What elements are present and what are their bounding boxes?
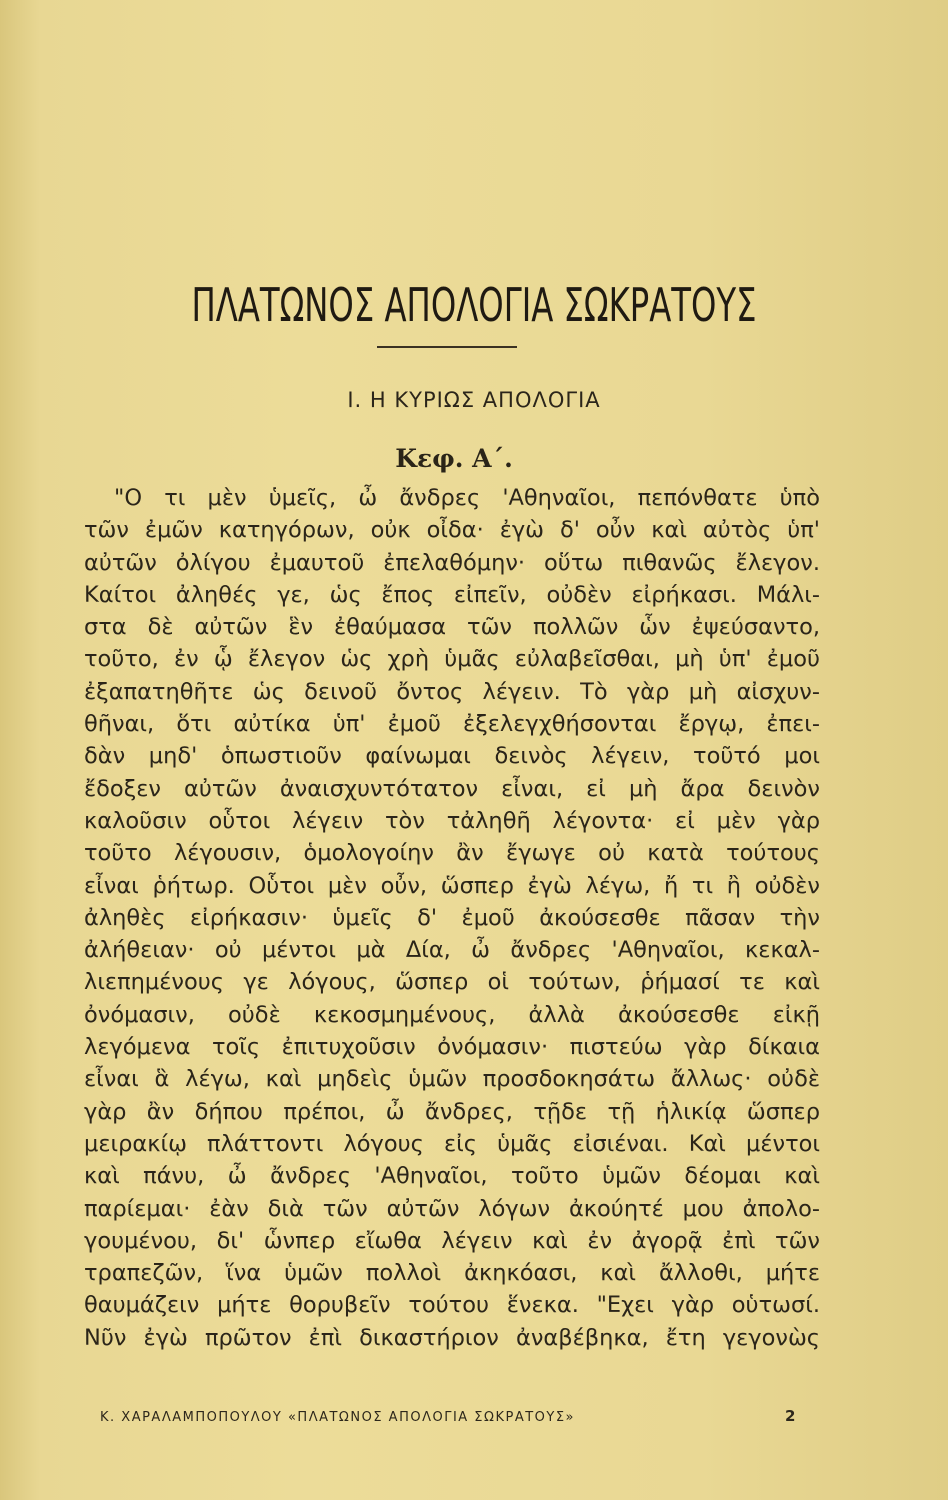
text-line: παρίεμαι· ἐὰν διὰ τῶν αὐτῶν λόγων ἀκούητέ μου ἀπολο- xyxy=(84,1195,820,1222)
text-line: τοῦτο λέγουσιν, ὁμολογοίην ἂν ἔγωγε οὐ κατὰ τούτους xyxy=(84,840,820,867)
text-line: θῆναι, ὅτι αὐτίκα ὑπ' ἐμοῦ ἐξελεγχθήσονται ἔργῳ, ἐπει- xyxy=(84,711,820,738)
text-line: εἶναι ῥήτωρ. Οὗτοι μὲν οὖν, ὥσπερ ἐγὼ λέγω, ἤ τι ἢ οὐδὲν xyxy=(84,872,820,899)
text-line: δὰν μηδ' ὁπωστιοῦν φαίνωμαι δεινὸς λέγειν, τοῦτό μοι xyxy=(84,743,820,770)
text-line: ἔδοξεν αὐτῶν ἀναισχυντότατον εἶναι, εἰ μὴ ἄρα δεινὸν xyxy=(84,775,820,802)
text-line: λιεπημένους γε λόγους, ὥσπερ οἱ τούτων, ῥήμασί τε καὶ xyxy=(84,969,820,996)
page-title: ΠΛΑΤΩΝΟΣ ΑΠΟΛΟΓΙΑ ΣΩΚΡΑΤΟΥΣ xyxy=(191,278,757,332)
text-line: γὰρ ἂν δήπου πρέποι, ὦ ἄνδρες, τῇδε τῇ ἡλικίᾳ ὥσπερ xyxy=(84,1098,820,1125)
text-line: καλοῦσιν οὗτοι λέγειν τὸν τἀληθῆ λέγοντα· εἰ μὲν γὰρ xyxy=(84,807,820,834)
text-line: μειρακίῳ πλάττοντι λόγους εἰς ὑμᾶς εἰσιέναι. Καὶ μέντοι xyxy=(84,1130,820,1157)
text-line: "Ο τι μὲν ὑμεῖς, ὦ ἄνδρες 'Αθηναῖοι, πεπόνθατε ὑπὸ xyxy=(114,485,820,511)
text-line: αὐτῶν ὀλίγου ἐμαυτοῦ ἐπελαθόμην· οὕτω πιθανῶς ἔλεγον. xyxy=(84,549,820,576)
text-line: Καίτοι ἀληθές γε, ὡς ἔπος εἰπεῖν, οὐδὲν εἰρήκασι. Μάλι- xyxy=(84,581,820,608)
text-line: γουμένου, δι' ὧνπερ εἴωθα λέγειν καὶ ἐν ἀγορᾷ ἐπὶ τῶν xyxy=(84,1227,820,1254)
text-line: Νῦν ἐγὼ πρῶτον ἐπὶ δικαστήριον ἀναβέβηκα, ἔτη γεγονὼς xyxy=(84,1324,820,1351)
page-footer: Κ. ΧΑΡΑΛΑΜΠΟΠΟΥΛΟΥ «ΠΛΑΤΩΝΟΣ ΑΠΟΛΟΓΙΑ ΣΩΚΡΑΤΟΥΣ» xyxy=(100,1410,575,1425)
page-number: 2 xyxy=(785,1407,796,1425)
text-line: τοῦτο, ἐν ᾧ ἔλεγον ὡς χρὴ ὑμᾶς εὐλαβεῖσθαι, μὴ ὑπ' ἐμοῦ xyxy=(84,646,820,673)
text-line: ἀλήθειαν· οὐ μέντοι μὰ Δία, ὦ ἄνδρες 'Αθηναῖοι, κεκαλ- xyxy=(84,937,820,964)
section-subtitle: Ι. Η ΚΥΡΙΩΣ ΑΠΟΛΟΓΙΑ xyxy=(347,388,601,412)
text-line: τῶν ἐμῶν κατηγόρων, οὐκ οἶδα· ἐγὼ δ' οὖν καὶ αὐτὸς ὑπ' xyxy=(84,517,820,544)
text-line: ἐξαπατηθῆτε ὡς δεινοῦ ὄντος λέγειν. Τὸ γὰρ μὴ αἰσχυν- xyxy=(84,678,820,705)
text-line: εἶναι ἃ λέγω, καὶ μηδεὶς ὑμῶν προσδοκησάτω ἄλλως· οὐδὲ xyxy=(84,1066,820,1093)
text-line: ἀληθὲς εἰρήκασιν· ὑμεῖς δ' ἐμοῦ ἀκούσεσθε πᾶσαν τὴν xyxy=(84,904,820,931)
body-text xyxy=(84,482,820,1354)
text-line: στα δὲ αὐτῶν ἓν ἐθαύμασα τῶν πολλῶν ὧν ἐψεύσαντο, xyxy=(84,614,820,641)
text-line: καὶ πάνυ, ὦ ἄνδρες 'Αθηναῖοι, τοῦτο ὑμῶν δέομαι καὶ xyxy=(84,1163,820,1190)
text-line: ὀνόμασιν, οὐδὲ κεκοσμημένους, ἀλλὰ ἀκούσεσθε εἰκῇ xyxy=(84,1001,820,1028)
text-line: λεγόμενα τοῖς ἐπιτυχοῦσιν ὀνόμασιν· πιστεύω γὰρ δίκαια xyxy=(84,1034,820,1061)
chapter-heading: Κεφ. Α΄. xyxy=(395,444,513,473)
text-line: τραπεζῶν, ἵνα ὑμῶν πολλοὶ ἀκηκόασι, καὶ ἄλλοθι, μήτε xyxy=(84,1260,820,1287)
text-line: θαυμάζειν μήτε θορυβεῖν τούτου ἕνεκα. "Εχει γὰρ οὑτωσί. xyxy=(84,1292,820,1319)
title-divider xyxy=(377,346,517,348)
